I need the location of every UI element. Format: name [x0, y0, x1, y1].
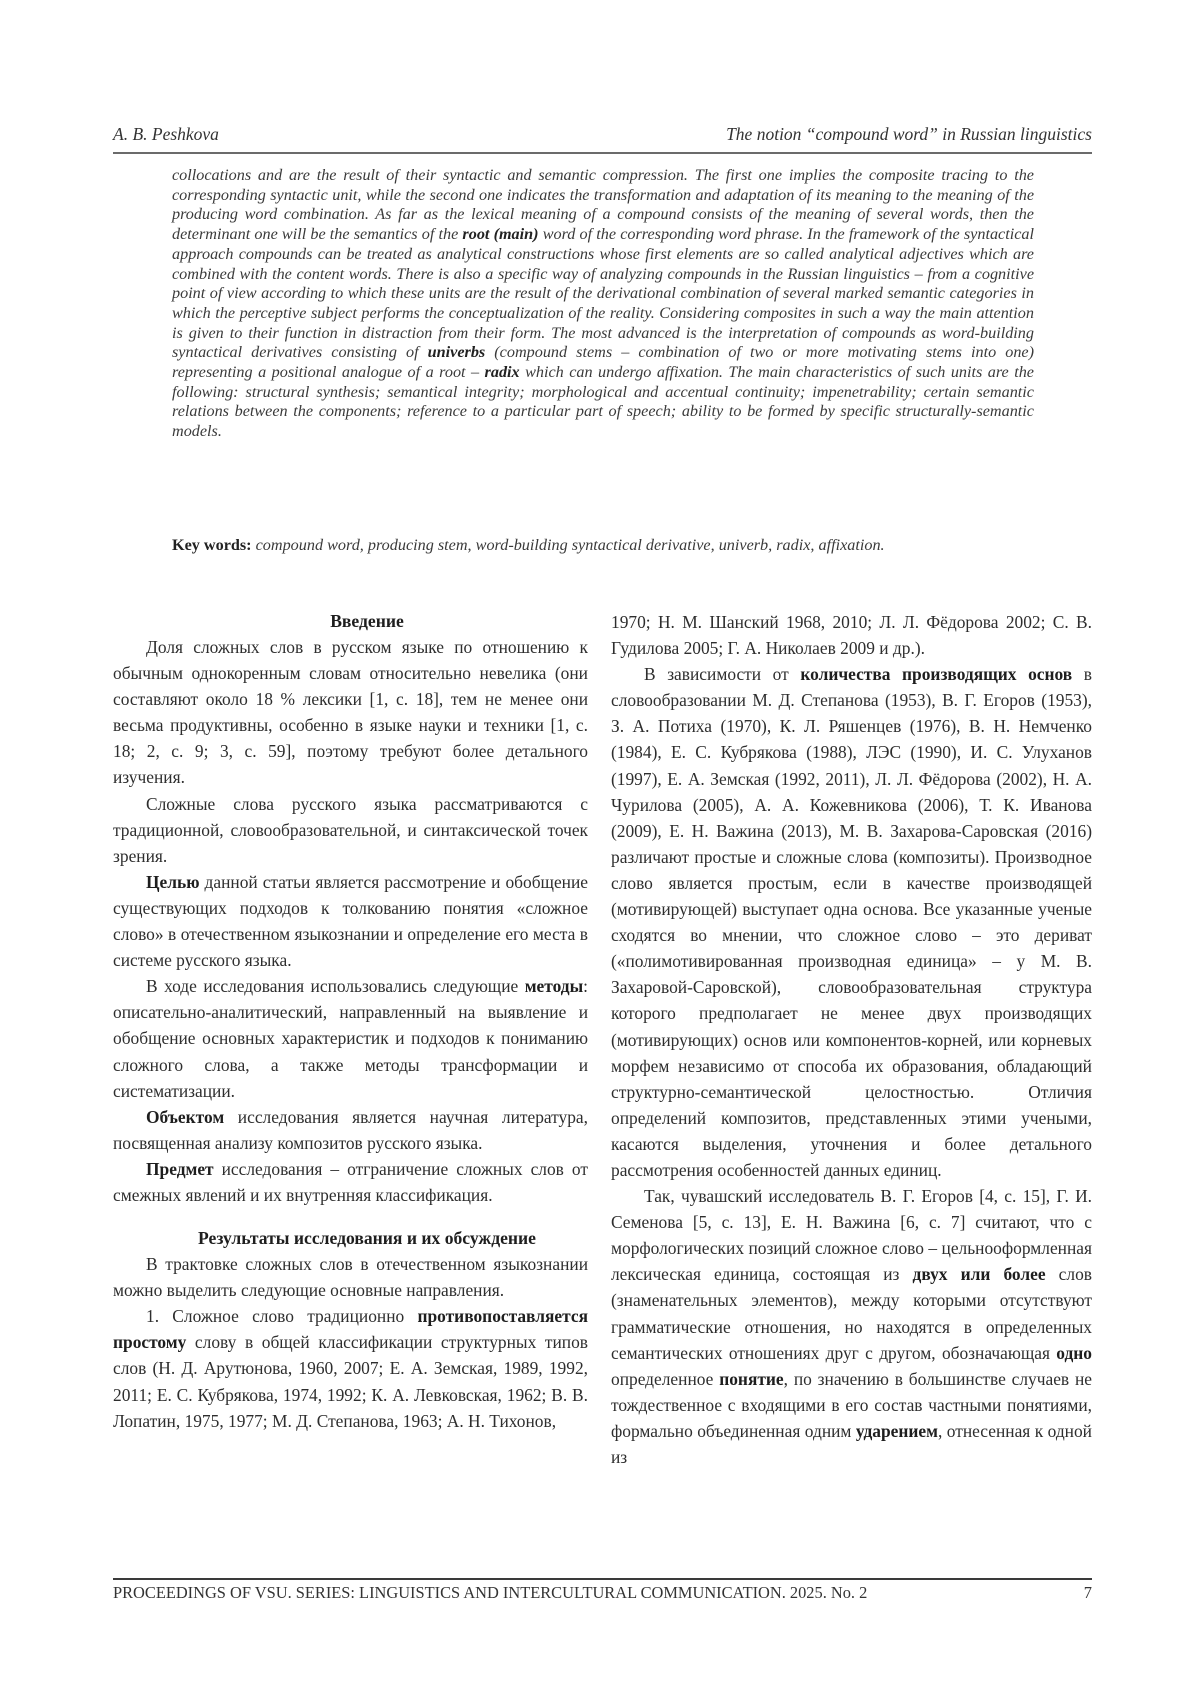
paragraph-text: , отнесенная к одной из: [611, 1420, 1092, 1467]
section-gap: [113, 1208, 588, 1225]
abstract-text: (compound stems – combination of two or more motivating stems into one) representing a positional analogue of a root –: [172, 343, 1034, 382]
paragraph-subject: [113, 1156, 588, 1208]
abstract-emphasis-univerbs: univerbs: [427, 343, 486, 362]
bold-term: двух или более: [912, 1264, 1046, 1285]
paragraph: [611, 1183, 1092, 1470]
paragraph: Сложные слова русского языка рассматриваются с традиционной, словообразовательной, и синтаксической точек зрения.: [113, 793, 588, 866]
right-column: [611, 609, 1092, 1470]
paragraph: В трактовке сложных слов в отечественном языкознании можно выделить следующие основные направления.: [113, 1254, 588, 1301]
paragraph-object: [113, 1104, 588, 1156]
paragraph: [611, 661, 1092, 1183]
abstract: [172, 166, 1034, 442]
paragraph-continuation: 1970; Н. М. Шанский 1968, 2010; Л. Л. Фёдорова 2002; С. В. Гудилова 2005; Г. А. Николаев 2009 и др.).: [611, 612, 1092, 659]
bold-term: Целью: [146, 871, 200, 892]
keywords-label: Key words:: [172, 536, 252, 554]
abstract-emphasis-root: root (main): [462, 225, 539, 244]
author-name: A. B. Peshkova: [113, 124, 219, 144]
bold-term: понятие: [719, 1368, 784, 1389]
paragraph-item-1: [113, 1303, 588, 1433]
keywords: [172, 535, 1052, 555]
bold-term: количества производящих основ: [800, 664, 1073, 685]
paragraph: Доля сложных слов в русском языке по отношению к обычным однокоренным словам относительно невелика (они составляют около 18 % лексики [1, с. 18], тем не менее они весьма продуктивны, особенно в языке науки и техники [1, с. 18; 2, с. 9; 3, с. 59], поэтому требуют более детального изучения.: [113, 637, 588, 788]
paragraph-methods: [113, 973, 588, 1103]
bold-term: одно: [1056, 1342, 1092, 1363]
paragraph-text: В зависимости от: [644, 664, 801, 685]
paragraph-text: , по значению в большинстве случаев не тождественное с входящими в его состав частными понятиями, формально объединенная одним: [611, 1368, 1092, 1441]
abstract-text: collocations and are the result of their syntactic and semantic compression. The first one implies the composite tracing to the corresponding syntactic unit, while the second one indicates the transformation and adaptation of its meaning to the meaning of the producing word combination. As far as the lexical meaning of a compound consists of the meaning of several words, then the determinant one will be the semantics of the: [172, 166, 1034, 244]
paragraph-goal: [113, 869, 588, 973]
left-column: [113, 608, 588, 1434]
bold-term: Объектом: [146, 1106, 225, 1127]
bold-term: методы: [524, 976, 584, 997]
keywords-list: compound word, producing stem, word-building syntactical derivative, univerb, radix, affixation.: [251, 536, 885, 554]
section-heading-introduction: Введение: [330, 611, 404, 631]
paragraph-text: исследования – отграничение сложных слов от смежных явлений и их внутренняя классификация.: [113, 1158, 588, 1205]
running-title: The notion “compound word” in Russian linguistics: [726, 124, 1092, 144]
abstract-text: word of the corresponding word phrase. In the framework of the syntactical approach compounds can be treated as analytical constructions whose first elements are so called analytical adjectives which are combined with the content words. There is also a specific way of analyzing compounds in the Russian linguistics – from a cognitive point of view according to which these units are the result of the derivational combination of several marked semantic categories in which the perceptive subject performs the conceptualization of the reality. Considering composites in such a way the main attention is given to their function in distraction from their form. The most advanced is the interpretation of compounds as word-building syntactical derivatives consisting of: [172, 225, 1034, 362]
paragraph-text: В ходе исследования использовались следующие: [146, 976, 525, 997]
paragraph-text: 1. Сложное слово традиционно: [146, 1306, 418, 1327]
paragraph-text: Так, чувашский исследователь В. Г. Егоров [4, с. 15], Г. И. Семенова [5, с. 13], Е. Н. Важина [6, с. 7] считают, что с морфологических позиций сложное слово – цельнооформленная лексическая единица, состоящая из: [611, 1186, 1092, 1285]
footer-rule: [113, 1578, 1092, 1580]
page-number: 7: [1083, 1583, 1092, 1602]
paragraph-text: исследования является научная литература, посвященная анализу композитов русского языка.: [113, 1106, 588, 1153]
abstract-text: which can undergo affixation. The main characteristics of such units are the following: structural synthesis; semantical integrity; morphological and accentual continuity; impenetrability; certain semantic relations between the components; reference to a particular part of speech; ability to be formed by specific structurally-semantic models.: [172, 363, 1034, 441]
header-rule: [113, 152, 1092, 154]
paragraph-text: в словообразовании М. Д. Степанова (1953), В. Г. Егоров (1953), З. А. Потиха (1970), К. Л. Ряшенцев (1976), В. Н. Немченко (1984), Е. С. Кубрякова (1988), ЛЭС (1990), И. С. Улуханов (1997), Е. А. Земская (1992, 2011), Л. Л. Фёдорова (2002), Н. А. Чурилова (2005), А. А. Кожевникова (2006), Т. К. Иванова (2009), Е. Н. Важина (2013), М. В. Захарова-Саровская (2016) различают простые и сложные слова (композиты). Производное слово является простым, если в качестве производящей (мотивирующей) выступает одна основа. Все указанные ученые сходятся во мнении, что сложное слово – это дериват («полимотивированная производная единица» – у М. В. Захаровой-Саровской), словообразовательная структура которого предполагает не менее двух производящих (мотивирующих) основ или компонентов-корней, или корневых морфем независимо от способа их образования, обладающий структурно-семантической целостностью. Отличия определений композитов, представленных этими учеными, касаются выделения, уточнения и более детального рассмотрения особенностей данных единиц.: [611, 664, 1092, 1180]
paragraph-text: : описательно-аналитический, направленный на выявление и обобщение основных характеристик и подходов к пониманию сложного слова, а также методы трансформации и систематизации.: [113, 976, 588, 1101]
bold-term: противопоставляется простому: [113, 1306, 588, 1353]
bold-term: Предмет: [146, 1158, 214, 1179]
section-heading-results: Результаты исследования и их обсуждение: [198, 1228, 536, 1249]
abstract-emphasis-radix: radix: [484, 363, 520, 382]
paragraph-text: слов (знаменательных элементов), между которыми отсутствуют грамматические отношения, но находятся в определенных семантических отношениях друг с другом, обозначающая: [611, 1264, 1092, 1363]
running-head: [113, 124, 1092, 145]
paragraph-text: данной статьи является рассмотрение и обобщение существующих подходов к толкованию понятия «сложное слово» в отечественном языкознании и определение его места в системе русского языка.: [113, 871, 588, 971]
journal-name: PROCEEDINGS OF VSU. SERIES: LINGUISTICS AND INTERCULTURAL COMMUNICATION. 2025. No. 2: [113, 1583, 868, 1602]
bold-term: ударением: [855, 1420, 938, 1441]
page-footer: [113, 1583, 1092, 1603]
paragraph-text: слову в общей классификации структурных типов слов (Н. Д. Арутюнова, 1960, 2007; Е. А. Земская, 1989, 1992, 2011; Е. С. Кубрякова, 1974, 1992; К. А. Левковская, 1962; В. В. Лопатин, 1975, 1977; М. Д. Степанова, 1963; А. Н. Тихонов,: [113, 1332, 588, 1431]
paragraph-text: определенное: [611, 1368, 720, 1389]
